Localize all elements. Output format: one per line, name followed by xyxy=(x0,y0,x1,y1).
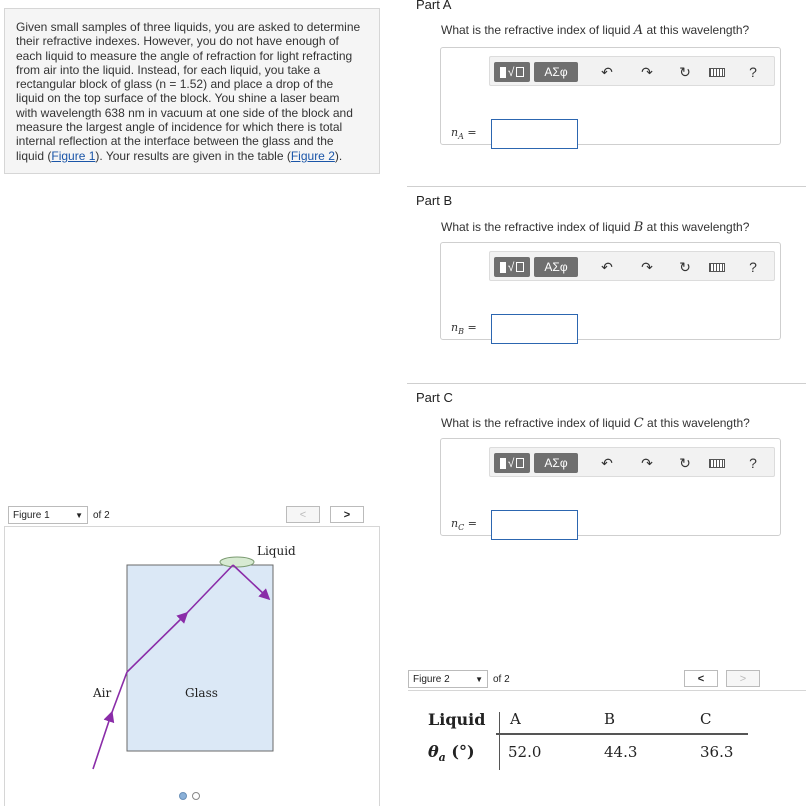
part-c-title: Part C xyxy=(416,390,453,405)
table-col-a: A xyxy=(510,710,521,728)
help-icon[interactable]: ? xyxy=(749,259,757,275)
n-c-input[interactable] xyxy=(491,510,578,540)
equals-sign: = xyxy=(467,126,477,139)
table-horizontal-rule xyxy=(496,733,748,735)
table-header-label: Liquid xyxy=(428,710,486,729)
question-text: What is the refractive index of liquid xyxy=(441,416,634,430)
var-main: n xyxy=(451,321,459,334)
templates-button[interactable] xyxy=(494,453,530,473)
figure1-nav xyxy=(8,505,380,525)
redo-icon[interactable]: ↷ xyxy=(641,454,653,471)
incident-ray xyxy=(93,715,111,769)
table-value-a: 52.0 xyxy=(508,743,542,761)
theta-sub: a xyxy=(438,751,446,765)
templates-icon: √ xyxy=(500,65,525,79)
table-col-c: C xyxy=(700,710,712,728)
equals-sign: = xyxy=(467,321,477,334)
templates-button[interactable] xyxy=(494,62,530,82)
figure1-select-label: Figure 1 xyxy=(13,509,50,521)
part-c-answer-box xyxy=(440,438,781,536)
part-b-question xyxy=(441,220,749,235)
part-b-title: Part B xyxy=(416,193,453,208)
table-value-b: 44.3 xyxy=(604,743,638,761)
figure-pager-dots xyxy=(179,792,200,800)
part-a-answer-box xyxy=(440,47,781,145)
part-divider xyxy=(407,186,806,187)
figure2-select[interactable] xyxy=(408,670,488,688)
figure1-panel xyxy=(4,526,380,806)
problem-line: each liquid to measure the angle of refraction for light refracting xyxy=(16,48,353,63)
templates-icon: √ xyxy=(500,260,525,274)
var-sub: B xyxy=(458,327,464,337)
problem-statement xyxy=(4,8,380,174)
reset-icon[interactable]: ↻ xyxy=(679,63,691,80)
n-b-input[interactable] xyxy=(491,314,578,344)
redo-icon[interactable]: ↷ xyxy=(641,258,653,275)
help-icon[interactable]: ? xyxy=(749,64,757,80)
keyboard-icon[interactable] xyxy=(706,452,728,474)
table-vertical-rule xyxy=(499,712,500,770)
var-sub: C xyxy=(458,523,465,533)
templates-icon: √ xyxy=(500,456,525,470)
figure2-top-border xyxy=(408,690,806,691)
liquid-label: Liquid xyxy=(257,544,296,558)
equals-sign: = xyxy=(467,517,477,530)
undo-icon[interactable]: ↶ xyxy=(601,258,613,275)
theta-symbol: θ xyxy=(428,742,439,761)
part-a-title: Part A xyxy=(416,0,452,12)
keyboard-icon[interactable] xyxy=(706,256,728,278)
figure1-prev-button[interactable]: < xyxy=(286,506,320,523)
liquid-variable: C xyxy=(633,416,644,431)
table-row-label xyxy=(428,742,475,764)
question-text: at this wavelength? xyxy=(643,220,750,234)
part-c-question xyxy=(441,416,750,431)
var-sub: A xyxy=(458,132,464,142)
math-toolbar xyxy=(489,56,775,86)
problem-line: rectangular block of glass (n = 1.52) and place a drop of the xyxy=(16,77,334,92)
chevron-down-icon: ▼ xyxy=(475,674,483,684)
problem-line: with wavelength 638 nm in vacuum at one side of the block and xyxy=(16,105,353,120)
part-a-question xyxy=(441,23,749,38)
n-b-label xyxy=(451,321,477,336)
pager-dot-active[interactable] xyxy=(179,792,187,800)
problem-line: from air into the liquid. Instead, for each liquid, you take a xyxy=(16,62,321,77)
var-main: n xyxy=(451,517,459,530)
math-toolbar xyxy=(489,251,775,281)
refraction-diagram xyxy=(5,527,381,807)
chevron-down-icon: ▼ xyxy=(75,510,83,520)
table-value-c: 36.3 xyxy=(700,743,734,761)
figure2-prev-button[interactable]: < xyxy=(684,670,718,687)
n-c-label xyxy=(451,517,477,532)
math-toolbar xyxy=(489,447,775,477)
figure2-next-button[interactable]: > xyxy=(726,670,760,687)
problem-line: measure the largest angle of incidence for which there is total xyxy=(16,120,343,135)
liquid-drop xyxy=(220,557,254,567)
glass-label: Glass xyxy=(185,686,218,700)
incident-ray-2 xyxy=(111,672,127,715)
help-icon[interactable]: ? xyxy=(749,455,757,471)
undo-icon[interactable]: ↶ xyxy=(601,454,613,471)
air-label: Air xyxy=(93,686,112,700)
part-divider xyxy=(407,383,806,384)
var-main: n xyxy=(451,126,459,139)
liquid-variable: B xyxy=(633,220,644,235)
n-a-label xyxy=(451,126,477,141)
figure2-link[interactable]: Figure 2 xyxy=(290,148,335,163)
question-text: What is the refractive index of liquid xyxy=(441,220,634,234)
problem-line: their refractive indexes. However, you do not have enough of xyxy=(16,34,339,49)
problem-text: liquid ( xyxy=(16,148,52,163)
problem-line: Given small samples of three liquids, you are asked to determine xyxy=(16,20,361,34)
figure2-nav xyxy=(408,669,806,689)
redo-icon[interactable]: ↷ xyxy=(641,63,653,80)
reset-icon[interactable]: ↻ xyxy=(679,454,691,471)
figure1-link[interactable]: Figure 1 xyxy=(51,148,96,163)
symbols-button[interactable]: ΑΣφ xyxy=(534,62,578,82)
glass-block xyxy=(127,565,273,751)
figure2-of-label: of 2 xyxy=(493,673,510,685)
problem-text: ). xyxy=(334,148,343,163)
keyboard-icon[interactable] xyxy=(706,61,728,83)
question-text: at this wavelength? xyxy=(643,416,750,430)
figure1-select[interactable] xyxy=(8,506,88,524)
unit-label: (°) xyxy=(451,742,475,761)
problem-line: internal reflection at the interface between the glass and the xyxy=(16,134,334,149)
reset-icon[interactable]: ↻ xyxy=(679,258,691,275)
pager-dot[interactable] xyxy=(192,792,200,800)
question-text: at this wavelength? xyxy=(643,23,750,37)
problem-line-last xyxy=(16,149,369,163)
figure2-select-label: Figure 2 xyxy=(413,673,450,685)
liquid-variable: A xyxy=(633,23,644,38)
part-b-answer-box xyxy=(440,242,781,340)
problem-line: liquid on the top surface of the block. You shine a laser beam xyxy=(16,91,340,106)
figure1-next-button[interactable]: > xyxy=(330,506,364,523)
symbols-button[interactable]: ΑΣφ xyxy=(534,257,578,277)
figure1-of-label: of 2 xyxy=(93,509,110,521)
symbols-button[interactable]: ΑΣφ xyxy=(534,453,578,473)
table-col-b: B xyxy=(604,710,616,728)
templates-button[interactable] xyxy=(494,257,530,277)
problem-text: ). Your results are given in the table ( xyxy=(95,148,291,163)
n-a-input[interactable] xyxy=(491,119,578,149)
undo-icon[interactable]: ↶ xyxy=(601,63,613,80)
question-text: What is the refractive index of liquid xyxy=(441,23,634,37)
